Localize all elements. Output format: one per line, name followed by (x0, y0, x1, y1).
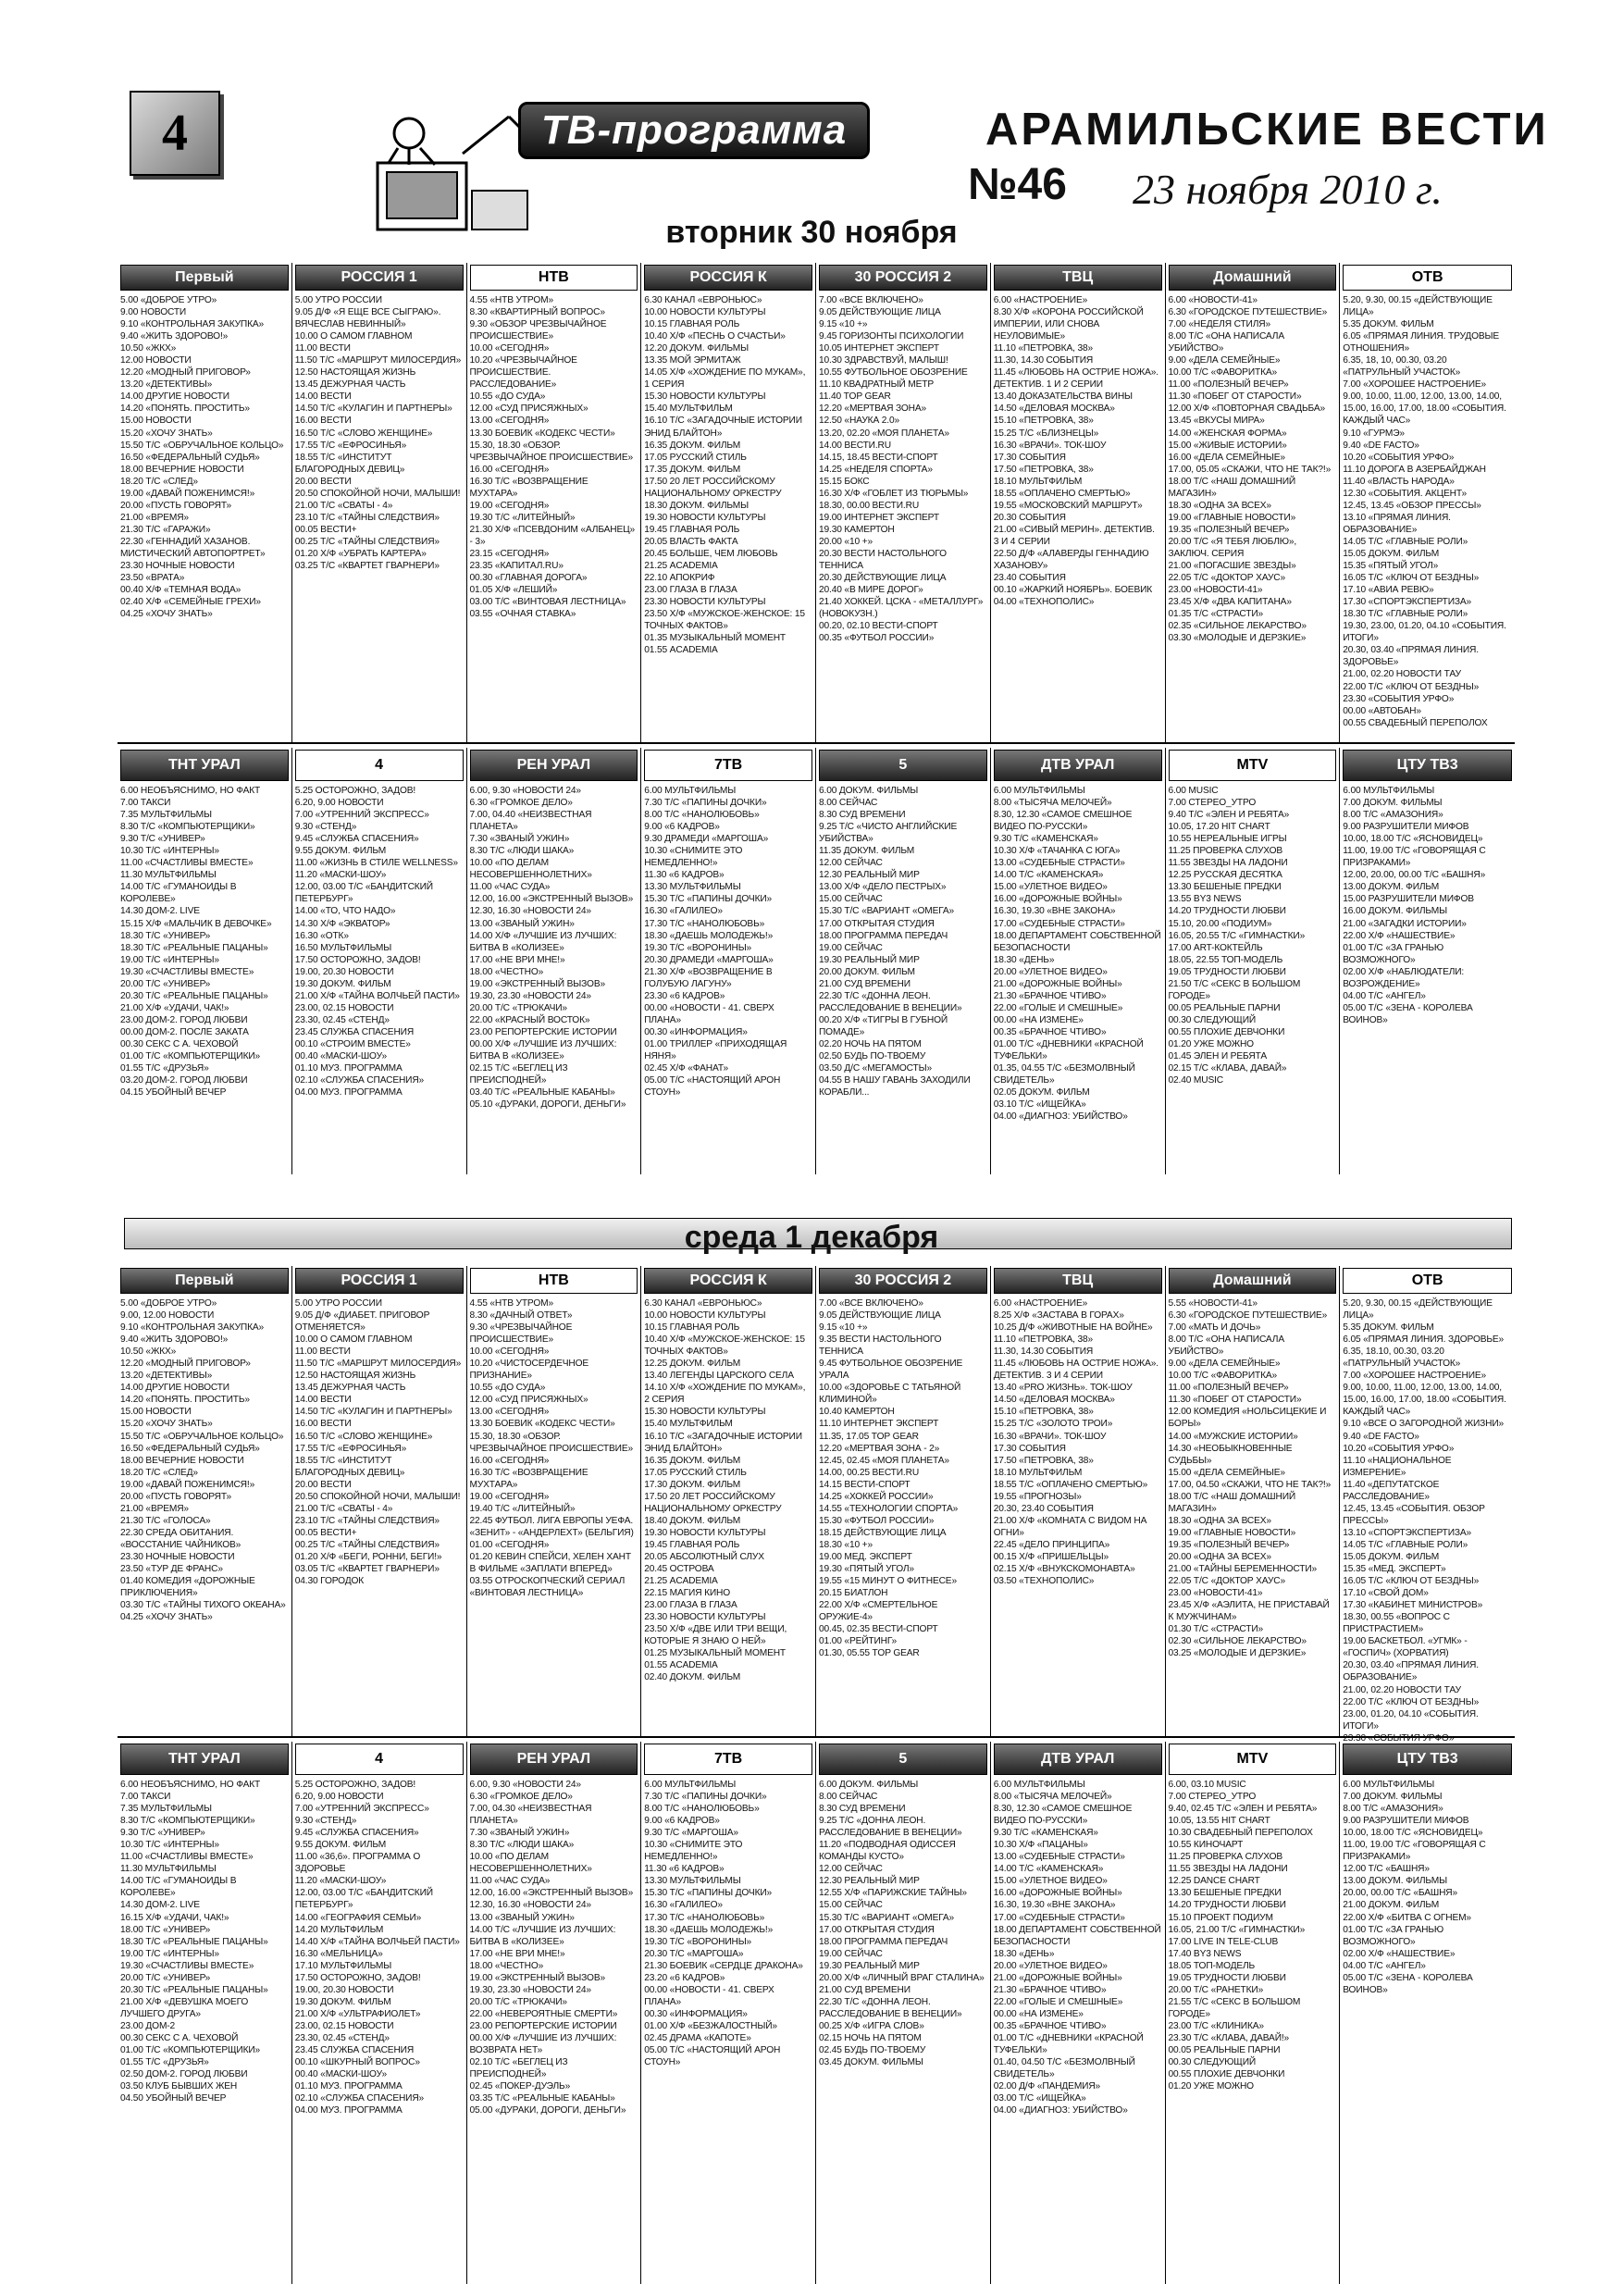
program-list: 6.00 «НОВОСТИ-41» 6.30 «ГОРОДСКОЕ ПУТЕШЕСТВИЕ» 7.00 «НЕДЕЛЯ СТИЛЯ» 8.00 Т/С «ОНА НАПИСАЛА УБИЙСТВО» 9.00 «ДЕЛА СЕМЕЙНЫЕ» 10.00 Т/С «ФАВОРИТКА» 11.00 «ПОЛЕЗНЫЙ ВЕЧЕР» 11.30 «ПОБЕГ ОТ СТАРОСТИ» 12.00 Х/Ф «ПОВТОРНАЯ СВАДЬБА» 13.45 «ВКУСЫ МИРА» 14.00 «ЖЕНСКАЯ ФОРМА» 15.00 «ЖИВЫЕ ИСТОРИИ» 16.00 «ДЕЛА СЕМЕЙНЫЕ» 17.00, 05.05 «СКАЖИ, ЧТО НЕ ТАК?!» 18.00 Т/С «НАШ ДОМАШНИЙ МАГАЗИН» 18.30 «ОДНА ЗА ВСЕХ» 19.00 «ГЛАВНЫЕ НОВОСТИ» 19.35 «ПОЛЕЗНЫЙ ВЕЧЕР» 20.00 Т/С «Я ТЕБЯ ЛЮБЛЮ», ЗАКЛЮЧ. СЕРИЯ 21.00 «ПОГАСШИЕ ЗВЕЗДЫ» 22.05 Т/С «ДОКТОР ХАУС» 23.00 «НОВОСТИ-41» 23.45 Х/Ф «ДВА КАПИТАНА» 01.35 Т/С «СТРАСТИ» 02.35 «СИЛЬНОЕ ЛЕКАРСТВО» 03.30 «МОЛОДЫЕ И ДЕРЗКИЕ» (1168, 295, 1332, 644)
program-list: 5.55 «НОВОСТИ-41» 6.30 «ГОРОДСКОЕ ПУТЕШЕСТВИЕ» 7.00 «МАТЬ И ДОЧЬ» 8.00 Т/С «ОНА НАПИСАЛА УБИЙСТВО» 9.00 «ДЕЛА СЕМЕЙНЫЕ» 10.00 Т/С «ФАВОРИТКА» 11.00 «ПОЛЕЗНЫЙ ВЕЧЕР» 11.30 «ПОБЕГ ОТ СТАРОСТИ» 12.00 КОМЕДИЯ «НОЛЬСИЦЕКИЕ И БОРЫ» 14.00 «МУЖСКИЕ ИСТОРИИ» 14.30 «НЕОБЫКНОВЕННЫЕ СУДЬБЫ» 15.00 «ДЕЛА СЕМЕЙНЫЕ» 17.00, 04.50 «СКАЖИ, ЧТО НЕ ТАК?!» 18.00 Т/С «НАШ ДОМАШНИЙ МАГАЗИН» 18.30 «ОДНА ЗА ВСЕХ» 19.00 «ГЛАВНЫЕ НОВОСТИ» 19.35 «ПОЛЕЗНЫЙ ВЕЧЕР» 20.00 «ОДНА ЗА ВСЕХ» 21.00 «ТАЙНЫ БЕРЕМЕННОСТИ» 22.05 Т/С «ДОКТОР ХАУС» 23.00 «НОВОСТИ-41» 23.45 Х/Ф «АЭЛИТА, НЕ ПРИСТАВАЙ К МУЖЧИНАМ» 01.30 Т/С «СТРАСТИ» 02.30 «СИЛЬНОЕ ЛЕКАРСТВО» 03.25 «МОЛОДЫЕ И ДЕРЗКИЕ» (1168, 1298, 1332, 1659)
channel-logo-pervyi: Первый (120, 1268, 289, 1294)
program-list: 5.00 «ДОБРОЕ УТРО» 9.00, 12.00 НОВОСТИ 9.10 «КОНТРОЛЬНАЯ ЗАКУПКА» 9.40 «ЖИТЬ ЗДОРОВО!» 10.50 «ЖКХ» 12.20 «МОДНЫЙ ПРИГОВОР» 13.20 «ДЕТЕКТИВЫ» 14.00 ДРУГИЕ НОВОСТИ 14.20 «ПОНЯТЬ. ПРОСТИТЬ» 15.00 НОВОСТИ 15.20 «ХОЧУ ЗНАТЬ» 15.50 Т/С «ОБРУЧАЛЬНОЕ КОЛЬЦО» 16.50 «ФЕДЕРАЛЬНЫЙ СУДЬЯ» 18.00 ВЕЧЕРНИЕ НОВОСТИ 18.20 Т/С «СЛЕД» 19.00 «ДАВАЙ ПОЖЕНИМСЯ!» 20.00 «ПУСТЬ ГОВОРЯТ» 21.00 «ВРЕМЯ» 21.30 Т/С «ГОЛОСА» 22.30 СРЕДА ОБИТАНИЯ. «ВОССТАНИЕ ЧАЙНИКОВ» 23.30 НОЧНЫЕ НОВОСТИ 23.50 «ТУР ДЕ ФРАНС» 01.40 КОМЕДИЯ «ДОРОЖНЫЕ ПРИКЛЮЧЕНИЯ» 03.30 Т/С «ТАЙНЫ ТИХОГО ОКЕАНА» 04.25 «ХОЧУ ЗНАТЬ» (120, 1298, 286, 1623)
program-list: 6.00 МУЛЬТФИЛЬМЫ 7.30 Т/С «ПАПИНЫ ДОЧКИ» 8.00 Т/С «НАНОЛЮБОВЬ» 9.00 «6 КАДРОВ» 9.30 ДРАМЕДИ «МАРГОША» 10.30 «СНИМИТЕ ЭТО НЕМЕДЛЕННО!» 11.30 «6 КАДРОВ» 13.30 МУЛЬТФИЛЬМЫ 15.30 Т/С «ПАПИНЫ ДОЧКИ» 16.30 «ГАЛИЛЕО» 17.30 Т/С «НАНОЛЮБОВЬ» 18.30 «ДАЕШЬ МОЛОДЕЖЬ!» 19.30 Т/С «ВОРОНИНЫ» 20.30 ДРАМЕДИ «МАРГОША» 21.30 Х/Ф «ВОЗВРАЩЕНИЕ В ГОЛУБУЮ ЛАГУНУ» 23.30 «6 КАДРОВ» 00.00 «НОВОСТИ - 41. СВЕРХ ПЛАНА» 00.30 «ИНФОРМАЦИЯ» 01.00 ТРИЛЛЕР «ПРИХОДЯЩАЯ НЯНЯ» 02.45 Х/Ф «ФАНАТ» 05.00 Т/С «НАСТОЯЩИЙ АРОН СТОУН» (644, 786, 787, 1098)
channel-logo-dtv: ДТВ УРАЛ (994, 750, 1162, 781)
program-list: 5.25 ОСТОРОЖНО, ЗАДОВ! 6.20, 9.00 НОВОСТИ 7.00 «УТРЕННИЙ ЭКСПРЕСС» 9.30 «СТЕНД» 9.45 «СЛУЖБА СПАСЕНИЯ» 9.55 ДОКУМ. ФИЛЬМ 11.00 «ЖИЗНЬ В СТИЛЕ WELLNESS» 11.20 «МАСКИ-ШОУ» 12.00, 03.00 Т/С «БАНДИТСКИЙ ПЕТЕРБУРГ» 14.00 «ТО, ЧТО НАДО» 14.30 Х/Ф «ЭКВАТОР» 16.30 «ОТК» 16.50 МУЛЬТФИЛЬМЫ 17.50 ОСТОРОЖНО, ЗАДОВ! 19.00, 20.30 НОВОСТИ 19.30 ДОКУМ. ФИЛЬМ 21.00 Х/Ф «ТАЙНА ВОЛЧЬЕЙ ПАСТИ» 23.00, 02.15 НОВОСТИ 23.30, 02.45 «СТЕНД» 23.45 СЛУЖБА СПАСЕНИЯ 00.10 «СТРОИМ ВМЕСТЕ» 00.40 «МАСКИ-ШОУ» 01.10 МУЗ. ПРОГРАММА 02.10 «СЛУЖБА СПАСЕНИЯ» 04.00 МУЗ. ПРОГРАММА (294, 786, 460, 1098)
program-list: 6.00 ДОКУМ. ФИЛЬМЫ 8.00 СЕЙЧАС 8.30 СУД ВРЕМЕНИ 9.25 Т/С «ЧИСТО АНГЛИЙСКИЕ УБИЙСТВА» 11.35 ДОКУМ. ФИЛЬМ 12.00 СЕЙЧАС 12.30 РЕАЛЬНЫЙ МИР 13.00 Х/Ф «ДЕЛО ПЕСТРЫХ» 15.00 СЕЙЧАС 15.30 Т/С «ВАРИАНТ «ОМЕГА» 17.00 ОТКРЫТАЯ СТУДИЯ 18.00 ПРОГРАММА ПЕРЕДАЧ 19.00 СЕЙЧАС 19.30 РЕАЛЬНЫЙ МИР 20.00 ДОКУМ. ФИЛЬМ 21.00 СУД ВРЕМЕНИ 22.30 Т/С «ДОННА ЛЕОН. РАССЛЕДОВАНИЕ В ВЕНЕЦИИ» 00.20 Х/Ф «ТИГРЫ В ГУБНОЙ ПОМАДЕ» 02.20 НОЧЬ НА ПЯТОМ 02.50 БУДЬ ПО-ТВОЕМУ 03.50 Д/С «МЕГАМОСТЫ» 04.55 В НАШУ ГАВАНЬ ЗАХОДИЛИ КОРАБЛИ... (819, 786, 971, 1098)
channel-column (1340, 1266, 1515, 1744)
channel-logo-ntv: НТВ (470, 265, 638, 291)
channel-logo-mtv: MTV (1169, 1744, 1337, 1775)
program-list: 6.00, 03.10 MUSIC 7.00 СТЕРЕО_УТРО 9.40, 02.45 Т/С «ЭЛЕН И РЕБЯТА» 10.05, 13.55 HIT CHART 10.30 СВАДЕБНЫЙ ПЕРЕПОЛОХ 10.55 КИНОЧАРТ 11.25 ПРОВЕРКА СЛУХОВ 11.55 ЗВЕЗДЫ НА ЛАДОНИ 12.25 DANCE CHART 13.30 БЕШЕНЫЕ ПРЕДКИ 14.20 ТРУДНОСТИ ЛЮБВИ 15.10 ПРОЕКТ ПОДИУМ 16.05, 21.00 Т/С «ГИМНАСТКИ» 17.00 LIVE IN TELE-CLUB 17.40 BY3 NEWS 18.05 ТОП-МОДЕЛЬ 19.05 ТРУДНОСТИ ЛЮБВИ 20.00 Т/С «РАНЕТКИ» 21.55 Т/С «СЕКС В БОЛЬШОМ ГОРОДЕ» 23.00 Т/С «КЛИНИКА» 23.30 Т/С «КЛАВА, ДАВАЙ!» 00.05 РЕАЛЬНЫЕ ПАРНИ 00.30 СЛЕДУЮЩИЙ 00.55 ПЛОХИЕ ДЕВЧОНКИ 01.20 УЖЕ МОЖНО (1168, 1780, 1318, 2092)
program-list: 6.00 «НАСТРОЕНИЕ» 8.30 Х/Ф «КОРОНА РОССИЙСКОЙ ИМПЕРИИ, ИЛИ СНОВА НЕУЛОВИМЫЕ» 11.10 «ПЕТРОВКА, 38» 11.30, 14.30 СОБЫТИЯ 11.45 «ЛЮБОВЬ НА ОСТРИЕ НОЖА». ДЕТЕКТИВ. 1 И 2 СЕРИИ 13.40 ДОКАЗАТЕЛЬСТВА ВИНЫ 14.50 «ДЕЛОВАЯ МОСКВА» 15.10 «ПЕТРОВКА, 38» 15.25 Т/С «БЛИЗНЕЦЫ» 16.30 «ВРАЧИ». ТОК-ШОУ 17.30 СОБЫТИЯ 17.50 «ПЕТРОВКА, 38» 18.10 МУЛЬТФИЛЬМ 18.55 «ОПЛАЧЕНО СМЕРТЬЮ» 19.55 «МОСКОВСКИЙ МАРШРУТ» 20.30 СОБЫТИЯ 21.00 «СИВЫЙ МЕРИН». ДЕТЕКТИВ. 3 И 4 СЕРИИ 22.50 Д/Ф «АЛАВЕРДЫ ГЕННАДИЮ ХАЗАНОВУ» 23.40 СОБЫТИЯ 00.10 «ЖАРКИЙ НОЯБРЬ». БОЕВИК 04.00 «ТЕХНОПОЛИС» (993, 295, 1158, 608)
program-list: 5.25 ОСТОРОЖНО, ЗАДОВ! 6.20, 9.00 НОВОСТИ 7.00 «УТРЕННИЙ ЭКСПРЕСС» 9.30 «СТЕНД» 9.45 «СЛУЖБА СПАСЕНИЯ» 9.55 ДОКУМ. ФИЛЬМ 11.00 «36,6». ПРОГРАММА О ЗДОРОВЬЕ 11.20 «МАСКИ-ШОУ» 12.00, 03.00 Т/С «БАНДИТСКИЙ ПЕТЕРБУРГ» 14.00 «ГЕОГРАФИЯ СЕМЬИ» 14.20 МУЛЬТФИЛЬМ 14.40 Х/Ф «ТАЙНА ВОЛЧЬЕЙ ПАСТИ» 16.30 «МЕЛЬНИЦА» 17.10 МУЛЬТФИЛЬМЫ 17.50 ОСТОРОЖНО, ЗАДОВ! 19.00, 20.30 НОВОСТИ 19.30 ДОКУМ. ФИЛЬМ 21.00 Х/Ф «УЛЬТРАФИОЛЕТ» 23.00, 02.15 НОВОСТИ 23.30, 02.45 «СТЕНД» 23.45 СЛУЖБА СПАСЕНИЯ 00.10 «ШКУРНЫЙ ВОПРОС» 00.40 «МАСКИ-ШОУ» 01.10 МУЗ. ПРОГРАММА 02.10 «СЛУЖБА СПАСЕНИЯ» 04.00 МУЗ. ПРОГРАММА (294, 1780, 460, 2116)
day-title-tuesday: вторник 30 ноября (665, 215, 958, 250)
channel-column (641, 748, 816, 1174)
channel-logo-rossiya2: 30 РОССИЯ 2 (819, 265, 987, 291)
channel-column (641, 1266, 816, 1736)
channel-column (292, 1742, 467, 2284)
program-list: 6.30 КАНАЛ «ЕВРОНЬЮС» 10.00 НОВОСТИ КУЛЬТУРЫ 10.15 ГЛАВНАЯ РОЛЬ 10.40 Х/Ф «МУЖСКОЕ-ЖЕНСКОЕ: 15 ТОЧНЫХ ФАКТОВ» 12.25 ДОКУМ. ФИЛЬМ 13.40 ЛЕГЕНДЫ ЦАРСКОГО СЕЛА 14.10 Х/Ф «ХОЖДЕНИЕ ПО МУКАМ», 2 СЕРИЯ 15.30 НОВОСТИ КУЛЬТУРЫ 15.40 МУЛЬТФИЛЬМ 16.10 Т/С «ЗАГАДОЧНЫЕ ИСТОРИИ ЭНИД БЛАЙТОН» 16.35 ДОКУМ. ФИЛЬМ 17.05 РУССКИЙ СТИЛЬ 17.30 ДОКУМ. ФИЛЬМ 17.50 20 ЛЕТ РОССИЙСКОМУ НАЦИОНАЛЬНОМУ ОРКЕСТРУ 18.40 ДОКУМ. ФИЛЬМ 19.30 НОВОСТИ КУЛЬТУРЫ 19.45 ГЛАВНАЯ РОЛЬ 20.05 АБСОЛЮТНЫЙ СЛУХ 20.45 ОСТРОВА 21.25 ACADEMIA 22.15 МАГИЯ КИНО 23.00 ГЛАЗА В ГЛАЗА 23.30 НОВОСТИ КУЛЬТУРЫ 23.50 Х/Ф «ДВЕ ИЛИ ТРИ ВЕЩИ, КОТОРЫЕ Я ЗНАЮ О НЕЙ» 01.25 МУЗЫКАЛЬНЫЙ МОМЕНТ 01.55 ACADEMIA 02.40 ДОКУМ. ФИЛЬМ (644, 1298, 806, 1683)
program-list: 6.00 ДОКУМ. ФИЛЬМЫ 8.00 СЕЙЧАС 8.30 СУД ВРЕМЕНИ 9.25 Т/С «ДОННА ЛЕОН. РАССЛЕДОВАНИЕ В ВЕНЕЦИИ» 11.20 «ПОДВОДНАЯ ОДИССЕЯ КОМАНДЫ КУСТО» 12.00 СЕЙЧАС 12.30 РЕАЛЬНЫЙ МИР 12.55 Х/Ф «ПАРИЖСКИЕ ТАЙНЫ» 15.00 СЕЙЧАС 15.30 Т/С «ВАРИАНТ «ОМЕГА» 17.00 ОТКРЫТАЯ СТУДИЯ 18.00 ПРОГРАММА ПЕРЕДАЧ 19.00 СЕЙЧАС 19.30 РЕАЛЬНЫЙ МИР 20.00 Х/Ф «ЛИЧНЫЙ ВРАГ СТАЛИНА» 21.00 СУД ВРЕМЕНИ 22.30 Т/С «ДОННА ЛЕОН. РАССЛЕДОВАНИЕ В ВЕНЕЦИИ» 00.25 Х/Ф «ИГРА СЛОВ» 02.15 НОЧЬ НА ПЯТОМ 02.45 БУДЬ ПО-ТВОЕМУ 03.45 ДОКУМ. ФИЛЬМЫ (819, 1780, 985, 2068)
program-list: 6.00 МУЛЬТФИЛЬМЫ 8.00 «ТЫСЯЧА МЕЛОЧЕЙ» 8.30, 12.30 «САМОЕ СМЕШНОЕ ВИДЕО ПО-РУССКИ» 9.30 Т/С «КАМЕНСКАЯ» 10.30 Х/Ф «ПАЦАНЫ» 13.00 «СУДЕБНЫЕ СТРАСТИ» 14.00 Т/С «КАМЕНСКАЯ» 15.00 «УЛЕТНОЕ ВИДЕО» 16.00 «ДОРОЖНЫЕ ВОЙНЫ» 16.30, 19.30 «ВНЕ ЗАКОНА» 17.00 «СУДЕБНЫЕ СТРАСТИ» 18.00 ДЕПАРТАМЕНТ СОБСТВЕННОЙ БЕЗОПАСНОСТИ 18.30 «ДЕНЬ» 20.00 «УЛЕТНОЕ ВИДЕО» 21.00 «ДОРОЖНЫЕ ВОЙНЫ» 21.30 «БРАЧНОЕ ЧТИВО» 22.00 «ГОЛЫЕ И СМЕШНЫЕ» 00.00 «НА ИЗМЕНЕ» 00.35 «БРАЧНОЕ ЧТИВО» 01.00 Т/С «ДНЕВНИКИ «КРАСНОЙ ТУФЕЛЬКИ» 01.40, 04.50 Т/С «БЕЗМОЛВНЫЙ СВИДЕТЕЛЬ» 02.00 Д/Ф «ПАНДЕМИЯ» 03.00 Т/С «ИЩЕЙКА» 04.00 «ДИАГНОЗ: УБИЙСТВО» (993, 1780, 1161, 2116)
channel-column (292, 263, 467, 742)
channel-column (1166, 1266, 1341, 1736)
channel-logo-otv: ОТВ (1343, 265, 1512, 291)
issue-date: 23 ноября 2010 г. (1133, 166, 1443, 213)
channel-logo-5: 5 (819, 750, 987, 781)
channel-column (118, 1266, 292, 1736)
channel-column (816, 1742, 991, 2284)
channel-logo-tnt: ТНТ УРАЛ (120, 1744, 289, 1775)
channel-logo-7tv: 7ТВ (644, 750, 812, 781)
channel-column (467, 1266, 642, 1736)
program-list: 7.00 «ВСЕ ВКЛЮЧЕНО» 9.05 ДЕЙСТВУЮЩИЕ ЛИЦА 9.15 «10 +» 9.35 ВЕСТИ НАСТОЛЬНОГО ТЕННИСА 9.45 ФУТБОЛЬНОЕ ОБОЗРЕНИЕ УРАЛА 10.00 «ЗДОРОВЬЕ С ТАТЬЯНОЙ КЛИМИНОЙ» 10.40 КАМЕРТОН 11.10 ИНТЕРНЕТ ЭКСПЕРТ 11.35, 17.05 TOP GEAR 12.20 «МЕРТВАЯ ЗОНА - 2» 12.45, 02.45 «МОЯ ПЛАНЕТА» 14.00, 00.25 ВЕСТИ.RU 14.15 ВЕСТИ-СПОРТ 14.25 «ХОККЕЙ РОССИИ» 14.55 «ТЕХНОЛОГИИ СПОРТА» 15.30 «ФУТБОЛ РОССИИ» 18.15 ДЕЙСТВУЮЩИЕ ЛИЦА 18.30 «10 +» 19.00 МЕД. ЭКСПЕРТ 19.30 «ПЯТЫЙ УГОЛ» 19.55 «15 МИНУТ О ФИТНЕСЕ» 20.15 БИАТЛОН 22.00 Х/Ф «СМЕРТЕЛЬНОЕ ОРУЖИЕ-4» 00.45, 02.35 ВЕСТИ-СПОРТ 01.00 «РЕЙТИНГ» 01.30, 05.55 TOP GEAR (819, 1298, 963, 1659)
channel-logo-rossiya2: 30 РОССИЯ 2 (819, 1268, 987, 1294)
channel-column (641, 1742, 816, 2284)
channel-logo-rossiya-k: РОССИЯ К (644, 265, 812, 291)
channel-logo-rossiya1: РОССИЯ 1 (295, 1268, 464, 1294)
channel-column (1166, 748, 1341, 1174)
channel-column (991, 1266, 1166, 1736)
channel-row (118, 1738, 1515, 2284)
channel-logo-tvc: ТВЦ (994, 1268, 1162, 1294)
page-number-box (130, 91, 220, 176)
channel-column (991, 748, 1166, 1174)
program-list: 6.00, 9.30 «НОВОСТИ 24» 6.30 «ГРОМКОЕ ДЕЛО» 7.00, 04.40 «НЕИЗВЕСТНАЯ ПЛАНЕТА» 7.30 «ЗВАНЫЙ УЖИН» 8.30 Т/С «ЛЮДИ ШАКА» 10.00 «ПО ДЕЛАМ НЕСОВЕРШЕННОЛЕТНИХ» 11.00 «ЧАС СУДА» 12.00, 16.00 «ЭКСТРЕННЫЙ ВЫЗОВ» 12.30, 16.30 «НОВОСТИ 24» 13.00 «ЗВАНЫЙ УЖИН» 14.00 Х/Ф «ЛУЧШИЕ ИЗ ЛУЧШИХ: БИТВА В «КОЛИЗЕЕ» 17.00 «НЕ ВРИ МНЕ!» 18.00 «ЧЕСТНО» 19.00 «ЭКСТРЕННЫЙ ВЫЗОВ» 19.30, 23.30 «НОВОСТИ 24» 20.00 Т/С «ТРЮКАЧИ» 22.00 «КРАСНЫЙ ВОСТОК» 23.00 РЕПОРТЕРСКИЕ ИСТОРИИ 00.00 Х/Ф «ЛУЧШИЕ ИЗ ЛУЧШИХ: БИТВА В «КОЛИЗЕЕ» 02.15 Т/С «БЕГЛЕЦ ИЗ ПРЕИСПОДНЕЙ» 03.40 Т/С «РЕАЛЬНЫЕ КАБАНЫ» 05.10 «ДУРАКИ, ДОРОГИ, ДЕНЬГИ» (469, 786, 634, 1111)
channel-column (292, 748, 467, 1174)
channel-logo-ctu: ЦТУ ТВ3 (1343, 1744, 1512, 1775)
channel-column (467, 1742, 642, 2284)
day-title-wednesday: среда 1 декабря (684, 1220, 939, 1255)
channel-column (118, 748, 292, 1174)
program-list: 4.55 «НТВ УТРОМ» 8.30 «КВАРТИРНЫЙ ВОПРОС» 9.30 «ОБЗОР ЧРЕЗВЫЧАЙНОЕ ПРОИСШЕСТВИЕ» 10.00 «СЕГОДНЯ» 10.20 «ЧРЕЗВЫЧАЙНОЕ ПРОИСШЕСТВИЕ. РАССЛЕДОВАНИЕ» 10.55 «ДО СУДА» 12.00 «СУД ПРИСЯЖНЫХ» 13.00 «СЕГОДНЯ» 13.30 БОЕВИК «КОДЕКС ЧЕСТИ» 15.30, 18.30 «ОБЗОР. ЧРЕЗВЫЧАЙНОЕ ПРОИСШЕСТВИЕ» 16.00 «СЕГОДНЯ» 16.30 Т/С «ВОЗВРАЩЕНИЕ МУХТАРА» 19.00 «СЕГОДНЯ» 19.30 Т/С «ЛИТЕЙНЫЙ» 21.30 Х/Ф «ПСЕВДОНИМ «АЛБАНЕЦ» - 3» 23.15 «СЕГОДНЯ» 23.35 «КАПИТАЛ.RU» 00.30 «ГЛАВНАЯ ДОРОГА» 01.05 Х/Ф «ЛЕШИЙ» 03.00 Т/С «ВИНТОВАЯ ЛЕСТНИЦА» 03.55 «ОЧНАЯ СТАВКА» (469, 295, 636, 620)
channel-logo-rossiya1: РОССИЯ 1 (295, 265, 464, 291)
channel-column (467, 748, 642, 1174)
channel-logo-domashniy: Домашний (1169, 1268, 1337, 1294)
channel-column (1340, 263, 1515, 742)
program-list: 6.00 «НАСТРОЕНИЕ» 8.25 Х/Ф «ЗАСТАВА В ГОРАХ» 10.25 Д/Ф «ЖИВОТНЫЕ НА ВОЙНЕ» 11.10 «ПЕТРОВКА, 38» 11.30, 14.30 СОБЫТИЯ 11.45 «ЛЮБОВЬ НА ОСТРИЕ НОЖА». ДЕТЕКТИВ. 3 И 4 СЕРИИ 13.40 «PRO ЖИЗНЬ». ТОК-ШОУ 14.50 «ДЕЛОВАЯ МОСКВА» 15.10 «ПЕТРОВКА, 38» 15.25 Т/С «ЗОЛОТО ТРОИ» 16.30 «ВРАЧИ». ТОК-ШОУ 17.30 СОБЫТИЯ 17.50 «ПЕТРОВКА, 38» 18.10 МУЛЬТФИЛЬМ 18.55 Т/С «ОПЛАЧЕНО СМЕРТЬЮ» 19.55 «ПРОГНОЗЫ» 20.30, 23.40 СОБЫТИЯ 21.00 Х/Ф «КОМНАТА С ВИДОМ НА ОГНИ» 22.45 «ДЕЛО ПРИНЦИПА» 00.15 Х/Ф «ПРИШЕЛЬЦЫ» 02.15 Х/Ф «ВНУКСКОМОНАВТА» 03.50 «ТЕХНОПОЛИС» (993, 1298, 1158, 1587)
channel-logo-5: 5 (819, 1744, 987, 1775)
channel-logo-tvc: ТВЦ (994, 265, 1162, 291)
program-list: 5.20, 9.30, 00.15 «ДЕЙСТВУЮЩИЕ ЛИЦА» 5.35 ДОКУМ. ФИЛЬМ 6.05 «ПРЯМАЯ ЛИНИЯ. ЗДОРОВЬЕ» 6.35, 18.10, 00.30, 03.20 «ПАТРУЛЬНЫЙ УЧАСТОК» 7.00 «ХОРОШЕЕ НАСТРОЕНИЕ» 9.00, 10.00, 11.00, 12.00, 13.00, 14.00, 15.00, 16.00, 17.00, 18.00 «СОБЫТИЯ. КАЖДЫЙ ЧАС» 9.10 «ВСЕ О ЗАГОРОДНОЙ ЖИЗНИ» 9.40 «DE FACTO» 10.20 «СОБЫТИЯ УРФО» 11.10 «НАЦИОНАЛЬНОЕ ИЗМЕРЕНИЕ» 11.40 «ДЕПУТАТСКОЕ РАССЛЕДОВАНИЕ» 12.45, 13.45 «СОБЫТИЯ. ОБЗОР ПРЕССЫ» 13.10 «СПОРТЭКСПЕРТИЗА» 14.05 Т/С «ГЛАВНЫЕ РОЛИ» 15.05 ДОКУМ. ФИЛЬМ 15.35 «МЕД. ЭКСПЕРТ» 16.05 Т/С «КЛЮЧ ОТ БЕЗДНЫ» 17.10 «СВОЙ ДОМ» 17.30 «КАБИНЕТ МИНИСТРОВ» 18.30, 00.55 «ВОПРОС С ПРИСТРАСТИЕМ» 19.00 БАСКЕТБОЛ. «УГМК» - «ГОСПИЧ» (ХОРВАТИЯ) 20.30, 03.40 «ПРЯМАЯ ЛИНИЯ. ОБРАЗОВАНИЕ» 21.00, 02.20 НОВОСТИ ТАУ 22.00 Т/С «КЛЮЧ ОТ БЕЗДНЫ» 23.00, 01.20, 04.10 «СОБЫТИЯ. ИТОГИ» 23.30 «СОБЫТИЯ УРФО» (1343, 1298, 1506, 1744)
channel-logo-dtv: ДТВ УРАЛ (994, 1744, 1162, 1775)
program-list: 5.00 УТРО РОССИИ 9.05 Д/Ф «ДИАБЕТ. ПРИГОВОР ОТМЕНЯЕТСЯ» 10.00 О САМОМ ГЛАВНОМ 11.00 ВЕСТИ 11.50 Т/С «МАРШРУТ МИЛОСЕРДИЯ» 12.50 НАСТОЯЩАЯ ЖИЗНЬ 13.45 ДЕЖУРНАЯ ЧАСТЬ 14.00 ВЕСТИ 14.50 Т/С «КУЛАГИН И ПАРТНЕРЫ» 16.00 ВЕСТИ 16.50 Т/С «СЛОВО ЖЕНЩИНЕ» 17.55 Т/С «ЕФРОСИНЬЯ» 18.55 Т/С «ИНСТИТУТ БЛАГОРОДНЫХ ДЕВИЦ» 20.00 ВЕСТИ 20.50 СПОКОЙНОЙ НОЧИ, МАЛЫШИ! 21.00 Т/С «СВАТЫ - 4» 23.10 Т/С «ТАЙНЫ СЛЕДСТВИЯ» 00.05 ВЕСТИ+ 00.25 Т/С «ТАЙНЫ СЛЕДСТВИЯ» 01.20 Х/Ф «БЕГИ, РОННИ, БЕГИ!» 03.05 Т/С «КВАРТЕТ ГВАРНЕРИ» 04.30 ГОРОДОК (294, 1298, 462, 1587)
channel-logo-tnt: ТНТ УРАЛ (120, 750, 289, 781)
channel-logo-7tv: 7ТВ (644, 1744, 812, 1775)
program-list: 5.20, 9.30, 00.15 «ДЕЙСТВУЮЩИЕ ЛИЦА» 5.35 ДОКУМ. ФИЛЬМ 6.05 «ПРЯМАЯ ЛИНИЯ. ТРУДОВЫЕ ОТНОШЕНИЯ» 6.35, 18, 10, 00.30, 03.20 «ПАТРУЛЬНЫЙ УЧАСТОК» 7.00 «ХОРОШЕЕ НАСТРОЕНИЕ» 9.00, 10.00, 11.00, 12.00, 13.00, 14.00, 15.00, 16.00, 17.00, 18.00 «СОБЫТИЯ. КАЖДЫЙ ЧАС» 9.10 «ГУРМЭ» 9.40 «DE FACTO» 10.20 «СОБЫТИЯ УРФО» 11.10 ДОРОГА В АЗЕРБАЙДЖАН 11.40 «ВЛАСТЬ НАРОДА» 12.30 «СОБЫТИЯ. АКЦЕНТ» 12.45, 13.45 «ОБЗОР ПРЕССЫ» 13.10 «ПРЯМАЯ ЛИНИЯ. ОБРАЗОВАНИЕ» 14.05 Т/С «ГЛАВНЫЕ РОЛИ» 15.05 ДОКУМ. ФИЛЬМ 15.35 «ПЯТЫЙ УГОЛ» 16.05 Т/С «КЛЮЧ ОТ БЕЗДНЫ» 17.10 «АВИА РЕВЮ» 17.30 «СПОРТЭКСПЕРТИЗА» 18.30 Т/С «ГЛАВНЫЕ РОЛИ» 19.30, 23.00, 01.20, 04.10 «СОБЫТИЯ. ИТОГИ» 20.30, 03.40 «ПРЯМАЯ ЛИНИЯ. ЗДОРОВЬЕ» 21.00, 02.20 НОВОСТИ ТАУ 22.00 Т/С «КЛЮЧ ОТ БЕЗДНЫ» 23.30 «СОБЫТИЯ УРФО» 00.00 «АВТОБАН» 00.55 СВАДЕБНЫЙ ПЕРЕПОЛОХ (1343, 295, 1506, 728)
channel-column (1166, 1742, 1341, 2284)
channel-column (641, 263, 816, 742)
schedule-grid-tuesday (118, 263, 1515, 1174)
channel-column (991, 263, 1166, 742)
page-number: 4 (162, 105, 188, 162)
channel-column (118, 263, 292, 742)
channel-column (292, 1266, 467, 1736)
channel-logo-domashniy: Домашний (1169, 265, 1337, 291)
program-list: 6.00 МУЛЬТФИЛЬМЫ 7.00 ДОКУМ. ФИЛЬМЫ 8.00 Т/С «АМАЗОНИЯ» 9.00 РАЗРУШИТЕЛИ МИФОВ 10.00, 18.00 Т/С «ЯСНОВИДЕЦ» 11.00, 19.00 Т/С «ГОВОРЯЩАЯ С ПРИЗРАКАМИ» 12.00, 20.00, 00.00 Т/С «БАШНЯ» 13.00 ДОКУМ. ФИЛЬМ 15.00 РАЗРУШИТЕЛИ МИФОВ 16.00 ДОКУМ. ФИЛЬМЫ 21.00 «ЗАГАДКИ ИСТОРИИ» 22.00 Х/Ф «НАШЕСТВИЕ» 01.00 Т/С «ЗА ГРАНЬЮ ВОЗМОЖНОГО» 02.00 Х/Ф «НАБЛЮДАТЕЛИ: ВОЗРОЖДЕНИЕ» 04.00 Т/С «АНГЕЛ» 05.00 Т/С «ЗЕНА - КОРОЛЕВА ВОИНОВ» (1343, 786, 1486, 1025)
channel-logo-ctu: ЦТУ ТВ3 (1343, 750, 1512, 781)
channel-row (118, 744, 1515, 1174)
program-list: 5.00 УТРО РОССИИ 9.05 Д/Ф «Я ЕЩЕ ВСЕ СЫГРАЮ». ВЯЧЕСЛАВ НЕВИННЫЙ» 10.00 О САМОМ ГЛАВНОМ 11.00 ВЕСТИ 11.50 Т/С «МАРШРУТ МИЛОСЕРДИЯ» 12.50 НАСТОЯЩАЯ ЖИЗНЬ 13.45 ДЕЖУРНАЯ ЧАСТЬ 14.00 ВЕСТИ 14.50 Т/С «КУЛАГИН И ПАРТНЕРЫ» 16.00 ВЕСТИ 16.50 Т/С «СЛОВО ЖЕНЩИНЕ» 17.55 Т/С «ЕФРОСИНЬЯ» 18.55 Т/С «ИНСТИТУТ БЛАГОРОДНЫХ ДЕВИЦ» 20.00 ВЕСТИ 20.50 СПОКОЙНОЙ НОЧИ, МАЛЫШИ! 21.00 Т/С «СВАТЫ - 4» 23.10 Т/С «ТАЙНЫ СЛЕДСТВИЯ» 00.05 ВЕСТИ+ 00.25 Т/С «ТАЙНЫ СЛЕДСТВИЯ» 01.20 Х/Ф «УБРАТЬ КАРТЕРА» 03.25 Т/С «КВАРТЕТ ГВАРНЕРИ» (294, 295, 462, 572)
channel-column (816, 748, 991, 1174)
channel-column (118, 1742, 292, 2284)
channel-logo-ntv: НТВ (470, 1268, 638, 1294)
issue-number: №46 (968, 160, 1067, 209)
program-list: 6.00 МУЛЬТФИЛЬМЫ 7.30 Т/С «ПАПИНЫ ДОЧКИ» 8.00 Т/С «НАНОЛЮБОВЬ» 9.00 «6 КАДРОВ» 9.30 Т/С «МАРГОША» 10.30 «СНИМИТЕ ЭТО НЕМЕДЛЕННО!» 11.30 «6 КАДРОВ» 13.30 МУЛЬТФИЛЬМЫ 15.30 Т/С «ПАПИНЫ ДОЧКИ» 16.30 «ГАЛИЛЕО» 17.30 Т/С «НАНОЛЮБОВЬ» 18.30 «ДАЕШЬ МОЛОДЕЖЬ!» 19.30 Т/С «ВОРОНИНЫ» 20.30 Т/С «МАРГОША» 21.30 БОЕВИК «СЕРДЦЕ ДРАКОНА» 23.20 «6 КАДРОВ» 00.00 «НОВОСТИ - 41. СВЕРХ ПЛАНА» 00.30 «ИНФОРМАЦИЯ» 01.00 Х/Ф «БЕЗЖАЛОСТНЫЙ» 02.45 ДРАМА «КАПОТЕ» 05.00 Т/С «НАСТОЯЩИЙ АРОН СТОУН» (644, 1780, 803, 2068)
channel-logo-4: 4 (295, 750, 464, 781)
channel-row (118, 263, 1515, 744)
program-list: 6.30 КАНАЛ «ЕВРОНЬЮС» 10.00 НОВОСТИ КУЛЬТУРЫ 10.15 ГЛАВНАЯ РОЛЬ 10.40 Х/Ф «ПЕСНЬ О СЧАСТЬИ» 12.20 ДОКУМ. ФИЛЬМЫ 13.35 МОЙ ЭРМИТАЖ 14.05 Х/Ф «ХОЖДЕНИЕ ПО МУКАМ», 1 СЕРИЯ 15.30 НОВОСТИ КУЛЬТУРЫ 15.40 МУЛЬТФИЛЬМ 16.10 Т/С «ЗАГАДОЧНЫЕ ИСТОРИИ ЭНИД БЛАЙТОН» 16.35 ДОКУМ. ФИЛЬМ 17.05 РУССКИЙ СТИЛЬ 17.35 ДОКУМ. ФИЛЬМ 17.50 20 ЛЕТ РОССИЙСКОМУ НАЦИОНАЛЬНОМУ ОРКЕСТРУ 18.30 ДОКУМ. ФИЛЬМЫ 19.30 НОВОСТИ КУЛЬТУРЫ 19.45 ГЛАВНАЯ РОЛЬ 20.05 ВЛАСТЬ ФАКТА 20.45 БОЛЬШЕ, ЧЕМ ЛЮБОВЬ 21.25 ACADEMIA 22.10 АПОКРИФ 23.00 ГЛАЗА В ГЛАЗА 23.30 НОВОСТИ КУЛЬТУРЫ 23.50 Х/Ф «МУЖСКОЕ-ЖЕНСКОЕ: 15 ТОЧНЫХ ФАКТОВ» 01.35 МУЗЫКАЛЬНЫЙ МОМЕНТ 01.55 ACADEMIA (644, 295, 806, 656)
newspaper-title: АРАМИЛЬСКИЕ ВЕСТИ (985, 105, 1549, 155)
program-list: 5.00 «ДОБРОЕ УТРО» 9.00 НОВОСТИ 9.10 «КОНТРОЛЬНАЯ ЗАКУПКА» 9.40 «ЖИТЬ ЗДОРОВО!» 10.50 «ЖКХ» 12.00 НОВОСТИ 12.20 «МОДНЫЙ ПРИГОВОР» 13.20 «ДЕТЕКТИВЫ» 14.00 ДРУГИЕ НОВОСТИ 14.20 «ПОНЯТЬ. ПРОСТИТЬ» 15.00 НОВОСТИ 15.20 «ХОЧУ ЗНАТЬ» 15.50 Т/С «ОБРУЧАЛЬНОЕ КОЛЬЦО» 16.50 «ФЕДЕРАЛЬНЫЙ СУДЬЯ» 18.00 ВЕЧЕРНИЕ НОВОСТИ 18.20 Т/С «СЛЕД» 19.00 «ДАВАЙ ПОЖЕНИМСЯ!» 20.00 «ПУСТЬ ГОВОРЯТ» 21.00 «ВРЕМЯ» 21.30 Т/С «ГАРАЖИ» 22.30 «ГЕННАДИЙ ХАЗАНОВ. МИСТИЧЕСКИЙ АВТОПОРТРЕТ» 23.30 НОЧНЫЕ НОВОСТИ 23.50 «ВРАТА» 00.40 Х/Ф «ТЕМНАЯ ВОДА» 02.40 Х/Ф «СЕМЕЙНЫЕ ГРЕХИ» 04.25 «ХОЧУ ЗНАТЬ» (120, 295, 284, 620)
channel-column (816, 263, 991, 742)
channel-column (1340, 1742, 1515, 2284)
program-list: 6.00 МУЛЬТФИЛЬМЫ 8.00 «ТЫСЯЧА МЕЛОЧЕЙ» 8.30, 12.30 «САМОЕ СМЕШНОЕ ВИДЕО ПО-РУССКИ» 9.30 Т/С «КАМЕНСКАЯ» 10.30 Х/Ф «ТАЧАНКА С ЮГА» 13.00 «СУДЕБНЫЕ СТРАСТИ» 14.00 Т/С «КАМЕНСКАЯ» 15.00 «УЛЕТНОЕ ВИДЕО» 16.00 «ДОРОЖНЫЕ ВОЙНЫ» 16.30, 19.30 «ВНЕ ЗАКОНА» 17.00 «СУДЕБНЫЕ СТРАСТИ» 18.00 ДЕПАРТАМЕНТ СОБСТВЕННОЙ БЕЗОПАСНОСТИ 18.30 «ДЕНЬ» 20.00 «УЛЕТНОЕ ВИДЕО» 21.00 «ДОРОЖНЫЕ ВОЙНЫ» 21.30 «БРАЧНОЕ ЧТИВО» 22.00 «ГОЛЫЕ И СМЕШНЫЕ» 00.00 «НА ИЗМЕНЕ» 00.35 «БРАЧНОЕ ЧТИВО» 01.00 Т/С «ДНЕВНИКИ «КРАСНОЙ ТУФЕЛЬКИ» 01.35, 04.55 Т/С «БЕЗМОЛВНЫЙ СВИДЕТЕЛЬ» 02.05 ДОКУМ. ФИЛЬМ 03.10 Т/С «ИЩЕЙКА» 04.00 «ДИАГНОЗ: УБИЙСТВО» (993, 786, 1161, 1123)
program-list: 6.00 НЕОБЪЯСНИМО, НО ФАКТ 7.00 ТАКСИ 7.35 МУЛЬТФИЛЬМЫ 8.30 Т/С «КОМПЬЮТЕРЩИКИ» 9.30 Т/С «УНИВЕР» 10.30 Т/С «ИНТЕРНЫ» 11.00 «СЧАСТЛИВЫ ВМЕСТЕ» 11.30 МУЛЬТФИЛЬМЫ 14.00 Т/С «ГУМАНОИДЫ В КОРОЛЕВЕ» 14.30 ДОМ-2. LIVE 15.15 Х/Ф «МАЛЬЧИК В ДЕВОЧКЕ» 18.30 Т/С «УНИВЕР» 18.30 Т/С «РЕАЛЬНЫЕ ПАЦАНЫ» 19.00 Т/С «ИНТЕРНЫ» 19.30 «СЧАСТЛИВЫ ВМЕСТЕ» 20.00 Т/С «УНИВЕР» 20.30 Т/С «РЕАЛЬНЫЕ ПАЦАНЫ» 21.00 Х/Ф «УДАЧИ, ЧАК!» 23.00 ДОМ-2. ГОРОД ЛЮБВИ 00.00 ДОМ-2. ПОСЛЕ ЗАКАТА 00.30 СЕКС С А. ЧЕХОВОЙ 01.00 Т/С «КОМПЬЮТЕРЩИКИ» 01.55 Т/С «ДРУЗЬЯ» 03.20 ДОМ-2. ГОРОД ЛЮБВИ 04.15 УБОЙНЫЙ ВЕЧЕР (120, 786, 272, 1098)
program-list: 6.00 МУЛЬТФИЛЬМЫ 7.00 ДОКУМ. ФИЛЬМЫ 8.00 Т/С «АМАЗОНИЯ» 9.00 РАЗРУШИТЕЛИ МИФОВ 10.00, 18.00 Т/С «ЯСНОВИДЕЦ» 11.00, 19.00 Т/С «ГОВОРЯЩАЯ С ПРИЗРАКАМИ» 12.00 Т/С «БАШНЯ» 13.00 ДОКУМ. ФИЛЬМЫ 20.00, 00.00 Т/С «БАШНЯ» 21.00 ДОКУМ. ФИЛЬМ 22.00 Х/Ф «БИТВА С ОГНЕМ» 01.00 Т/С «ЗА ГРАНЬЮ ВОЗМОЖНОГО» 02.00 Х/Ф «НАШЕСТВИЕ» 04.00 Т/С «АНГЕЛ» 05.00 Т/С «ЗЕНА - КОРОЛЕВА ВОИНОВ» (1343, 1780, 1486, 1995)
channel-column (1166, 263, 1341, 742)
channel-column (816, 1266, 991, 1736)
channel-logo-4: 4 (295, 1744, 464, 1775)
channel-column (991, 1742, 1166, 2284)
program-list: 6.00 MUSIC 7.00 СТЕРЕО_УТРО 9.40 Т/С «ЭЛЕН И РЕБЯТА» 10.05, 17.20 HIT CHART 10.55 НЕРЕАЛЬНЫЕ ИГРЫ 11.25 ПРОВЕРКА СЛУХОВ 11.55 ЗВЕЗДЫ НА ЛАДОНИ 12.25 РУССКАЯ ДЕСЯТКА 13.30 БЕШЕНЫЕ ПРЕДКИ 13.55 BY3 NEWS 14.20 ТРУДНОСТИ ЛЮБВИ 15.10, 20.00 «ПОДИУМ» 16.05, 20.55 Т/С «ГИМНАСТКИ» 17.00 ART-КОКТЕЙЛЬ 18.05, 22.55 ТОП-МОДЕЛЬ 19.05 ТРУДНОСТИ ЛЮБВИ 21.50 Т/С «СЕКС В БОЛЬШОМ ГОРОДЕ» 00.05 РЕАЛЬНЫЕ ПАРНИ 00.30 СЛЕДУЮЩИЙ 00.55 ПЛОХИЕ ДЕВЧОНКИ 01.20 УЖЕ МОЖНО 01.45 ЭЛЕН И РЕБЯТА 02.15 Т/С «КЛАВА, ДАВАЙ» 02.40 MUSIC (1168, 786, 1306, 1086)
program-list: 6.00 НЕОБЪЯСНИМО, НО ФАКТ 7.00 ТАКСИ 7.35 МУЛЬТФИЛЬМЫ 8.30 Т/С «КОМПЬЮТЕРЩИКИ» 9.30 Т/С «УНИВЕР» 10.30 Т/С «ИНТЕРНЫ» 11.00 «СЧАСТЛИВЫ ВМЕСТЕ» 11.30 МУЛЬТФИЛЬМЫ 14.00 Т/С «ГУМАНОИДЫ В КОРОЛЕВЕ» 14.30 ДОМ-2. LIVE 16.15 Х/Ф «УДАЧИ, ЧАК!» 18.00 Т/С «УНИВЕР» 18.30 Т/С «РЕАЛЬНЫЕ ПАЦАНЫ» 19.00 Т/С «ИНТЕРНЫ» 19.30 «СЧАСТЛИВЫ ВМЕСТЕ» 20.00 Т/С «УНИВЕР» 20.30 Т/С «РЕАЛЬНЫЕ ПАЦАНЫ» 21.00 Х/Ф «ДЕВУШКА МОЕГО ЛУЧШЕГО ДРУГА» 23.00 ДОМ-2 00.30 СЕКС С А. ЧЕХОВОЙ 01.00 Т/С «КОМПЬЮТЕРЩИКИ» 01.55 Т/С «ДРУЗЬЯ» 02.50 ДОМ-2. ГОРОД ЛЮБВИ 03.50 КЛУБ БЫВШИХ ЖЕН 04.50 УБОЙНЫЙ ВЕЧЕР (120, 1780, 268, 2104)
channel-logo-pervyi: Первый (120, 265, 289, 291)
channel-column (467, 263, 642, 742)
channel-logo-ren: РЕН УРАЛ (470, 1744, 638, 1775)
channel-row (118, 1266, 1515, 1744)
channel-logo-ren: РЕН УРАЛ (470, 750, 638, 781)
program-list: 4.55 «НТВ УТРОМ» 8.30 «ДАЧНЫЙ ОТВЕТ» 9.30 «ЧРЕЗВЫЧАЙНОЕ ПРОИСШЕСТВИЕ» 10.00 «СЕГОДНЯ» 10.20 «ЧИСТОСЕРДЕЧНОЕ ПРИЗНАНИЕ» 10.55 «ДО СУДА» 12.00 «СУД ПРИСЯЖНЫХ» 13.00 «СЕГОДНЯ» 13.30 БОЕВИК «КОДЕКС ЧЕСТИ» 15.30, 18.30 «ОБЗОР. ЧРЕЗВЫЧАЙНОЕ ПРОИСШЕСТВИЕ» 16.00 «СЕГОДНЯ» 16.30 Т/С «ВОЗВРАЩЕНИЕ МУХТАРА» 19.00 «СЕГОДНЯ» 19.40 Т/С «ЛИТЕЙНЫЙ» 22.45 ФУТБОЛ. ЛИГА ЕВРОПЫ УЕФА. «ЗЕНИТ» - «АНДЕРЛЕХТ» (БЕЛЬГИЯ) 01.00 «СЕГОДНЯ» 01.20 КЕВИН СПЕЙСИ, ХЕЛЕН ХАНТ В ФИЛЬМЕ «ЗАПЛАТИ ВПЕРЕД» 03.55 ОТРОСКОПЧЕСКИЙ СЕРИАЛ «ВИНТОВАЯ ЛЕСТНИЦА» (469, 1298, 634, 1599)
program-list: 6.00, 9.30 «НОВОСТИ 24» 6.30 «ГРОМКОЕ ДЕЛО» 7.00, 04.30 «НЕИЗВЕСТНАЯ ПЛАНЕТА» 7.30 «ЗВАНЫЙ УЖИН» 8.30 Т/С «ЛЮДИ ШАКА» 10.00 «ПО ДЕЛАМ НЕСОВЕРШЕННОЛЕТНИХ» 11.00 «ЧАС СУДА» 12.00, 16.00 «ЭКСТРЕННЫЙ ВЫЗОВ» 12.30, 16.30 «НОВОСТИ 24» 13.00 «ЗВАНЫЙ УЖИН» 14.00 Т/С «ЛУЧШИЕ ИЗ ЛУЧШИХ: БИТВА В «КОЛИЗЕЕ» 17.00 «НЕ ВРИ МНЕ!» 18.00 «ЧЕСТНО» 19.00 «ЭКСТРЕННЫЙ ВЫЗОВ» 19.30, 23.30 «НОВОСТИ 24» 20.00 Т/С «ТРЮКАЧИ» 22.00 «НЕВЕРОЯТНЫЕ СМЕРТИ» 23.00 РЕПОРТЕРСКИЕ ИСТОРИИ 00.00 Х/Ф «ЛУЧШИЕ ИЗ ЛУЧШИХ: ВОЗВРАТА НЕТ» 02.10 Т/С «БЕГЛЕЦ ИЗ ПРЕИСПОДНЕЙ» 02.45 «ПОКЕР-ДУЭЛЬ» 03.35 Т/С «РЕАЛЬНЫЕ КАБАНЫ» 05.00 «ДУРАКИ, ДОРОГИ, ДЕНЬГИ» (469, 1780, 634, 2116)
channel-column (1340, 748, 1515, 1174)
program-list: 7.00 «ВСЕ ВКЛЮЧЕНО» 9.05 ДЕЙСТВУЮЩИЕ ЛИЦА 9.15 «10 +» 9.45 ГОРИЗОНТЫ ПСИХОЛОГИИ 10.05 ИНТЕРНЕТ ЭКСПЕРТ 10.30 ЗДРАВСТВУЙ, МАЛЫШ! 10.55 ФУТБОЛЬНОЕ ОБОЗРЕНИЕ 11.10 КВАДРАТНЫЙ МЕТР 11.40 TOP GEAR 12.20 «МЕРТВАЯ ЗОНА» 12.50 «НАУКА 2.0» 13.20, 02.20 «МОЯ ПЛАНЕТА» 14.00 ВЕСТИ.RU 14.15, 18.45 ВЕСТИ-СПОРТ 14.25 «НЕДЕЛЯ СПОРТА» 15.15 БОКС 16.30 Х/Ф «ГОБЛЕТ ИЗ ТЮРЬМЫ» 18.30, 00.00 ВЕСТИ.RU 19.00 ИНТЕРНЕТ ЭКСПЕРТ 19.30 КАМЕРТОН 20.00 «10 +» 20.30 ВЕСТИ НАСТОЛЬНОГО ТЕННИСА 20.30 ДЕЙСТВУЮЩИЕ ЛИЦА 20.40 «В МИРЕ ДОРОГ» 21.40 ХОККЕЙ. ЦСКА - «МЕТАЛЛУРГ» (НОВОКУЗН.) 00.20, 02.10 ВЕСТИ-СПОРТ 00.35 «ФУТБОЛ РОССИИ» (819, 295, 984, 644)
channel-logo-mtv: MTV (1169, 750, 1337, 781)
schedule-grid-wednesday (118, 1266, 1515, 2284)
channel-logo-otv: ОТВ (1343, 1268, 1512, 1294)
channel-logo-rossiya-k: РОССИЯ К (644, 1268, 812, 1294)
tv-program-logo: ТВ-программа (518, 102, 870, 159)
